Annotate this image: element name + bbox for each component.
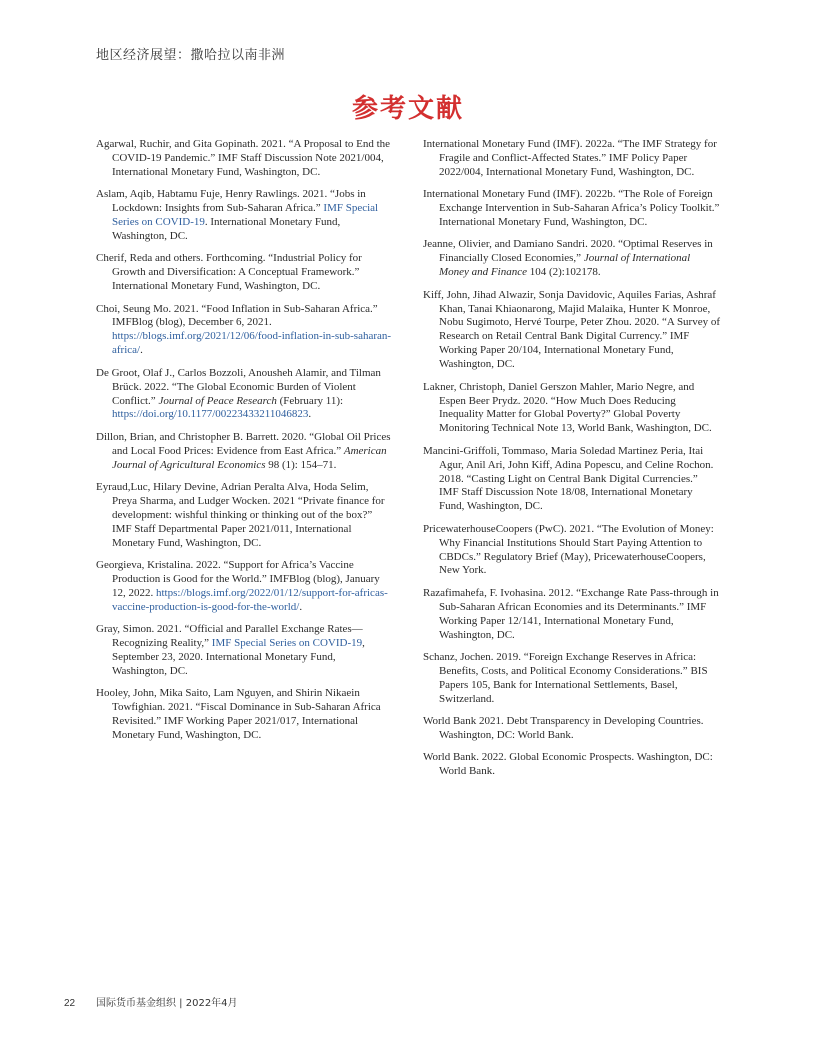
reference-entry	[423, 138, 720, 180]
reference-text: Choi, Seung Mo. 2021. “Food Inflation in Sub-Saharan Africa.” IMFBlog (blog), December 6, 2021.	[96, 302, 378, 329]
reference-text: International Monetary Fund (IMF). 2022a. “The IMF Strategy for Fragile and Conflict-Affected States.” IMF Policy Paper 2022/004, International Monetary Fund, Washington, DC.	[423, 138, 717, 178]
reference-text: .	[308, 408, 312, 421]
reference-entry	[423, 188, 720, 230]
reference-text: Lakner, Christoph, Daniel Gerszon Mahler, Mario Negre, and Espen Beer Prydz. 2020. “How Much Does Reducing Inequality Matter for Global Poverty?” Global Poverty Monitoring Technical Note 13, World Bank, Washington, DC.	[423, 380, 712, 435]
reference-entry	[96, 252, 392, 294]
journal-title: Journal of Peace Research	[158, 394, 277, 407]
reference-text: De Groot, Olaf J., Carlos Bozzoli, Anousheh Alamir, and Tilman Brück. 2022. “The Global Economic Burden of Violent Conflict.”	[96, 366, 381, 407]
references-left-column	[96, 138, 392, 751]
reference-text: Dillon, Brian, and Christopher B. Barrett. 2020. “Global Oil Prices and Local Food Prices: Evidence from East Africa.”	[96, 430, 391, 457]
reference-text: . International Monetary Fund, Washington, DC.	[112, 216, 341, 242]
reference-text: Aslam, Aqib, Habtamu Fuje, Henry Rawlings. 2021. “Jobs in Lockdown: Insights from Sub-Saharan Africa.”	[96, 188, 366, 215]
reference-entry	[96, 481, 392, 551]
references-right-column	[423, 138, 720, 788]
reference-entry	[423, 238, 720, 280]
reference-text: (February 11):	[276, 394, 344, 407]
reference-entry	[423, 651, 720, 707]
reference-entry	[96, 303, 392, 359]
reference-text: .	[299, 600, 303, 613]
reference-entry	[96, 559, 392, 615]
journal-title: Journal of International Money and Finance	[439, 252, 691, 279]
reference-text: 98 (1): 154–71.	[265, 458, 337, 471]
reference-text: World Bank 2021. Debt Transparency in Developing Countries. Washington, DC: World Bank.	[423, 715, 704, 742]
journal-title: American Journal of Agricultural Economics	[112, 444, 387, 471]
reference-link[interactable]: https://blogs.imf.org/2022/01/12/support-for-africas-vaccine-production-is-good-for-the-world/	[112, 586, 388, 613]
reference-entry	[96, 431, 392, 473]
reference-text: Jeanne, Olivier, and Damiano Sandri. 2020. “Optimal Reserves in Financially Closed Economies,”	[423, 238, 713, 265]
reference-text: PricewaterhouseCoopers (PwC). 2021. “The Evolution of Money: Why Financial Institutions Should Start Paying Attention to CBDCs.” Regulatory Brief (May), PricewaterhouseCoopers, New York.	[423, 522, 714, 577]
reference-link[interactable]: https://blogs.imf.org/2021/12/06/food-inflation-in-sub-saharan-africa/	[112, 330, 392, 357]
reference-entry	[96, 138, 392, 180]
reference-text: 104 (2):102178.	[526, 266, 601, 279]
reference-link[interactable]: https://doi.org/10.1177/00223433211046823	[112, 408, 309, 421]
reference-text: Kiff, John, Jihad Alwazir, Sonja Davidovic, Aquiles Farias, Ashraf Khan, Tanai Khiaonarong, Majid Malaika, Hunter K Monroe, Nobu Sugimoto, Hervé Tourpe, Peter Zhou. 2020. “A Survey of Research on Retail Central Bank Digital Currency.” IMF Working Paper 20/104, International Monetary Fund, Washington, DC.	[423, 288, 721, 371]
reference-link[interactable]: IMF Special Series on COVID-19	[211, 637, 363, 650]
reference-text: Agarwal, Ruchir, and Gita Gopinath. 2021. “A Proposal to End the COVID-19 Pandemic.” IMF Staff Discussion Note 2021/004, International Monetary Fund, Washington, DC.	[96, 138, 391, 178]
reference-text: Cherif, Reda and others. Forthcoming. “Industrial Policy for Growth and Diversification: A Conceptual Framework.” International Monetary Fund, Washington, DC.	[96, 252, 362, 293]
reference-text: , September 23, 2020. International Monetary Fund, Washington, DC.	[112, 637, 365, 677]
reference-link[interactable]: IMF Special Series on COVID-19	[112, 202, 379, 229]
reference-entry	[423, 381, 720, 437]
reference-entry	[423, 445, 720, 515]
footer-publisher: 国际货币基金组织 | 2022年4月	[96, 998, 238, 1009]
reference-entry	[96, 687, 392, 743]
reference-entry	[96, 188, 392, 244]
reference-entry	[423, 587, 720, 643]
page-title: 参考文献	[351, 94, 464, 124]
reference-text: Hooley, John, Mika Saito, Lam Nguyen, and Shirin Nikaein Towfighian. 2021. “Fiscal Dominance in Sub-Saharan Africa Revisited.” IMF Working Paper 2021/017, International Monetary Fund, Washington, DC.	[96, 687, 381, 742]
reference-text: World Bank. 2022. Global Economic Prospects. Washington, DC: World Bank.	[423, 751, 713, 778]
reference-entry	[423, 751, 720, 779]
reference-entry	[96, 623, 392, 679]
reference-text: International Monetary Fund (IMF). 2022b. “The Role of Foreign Exchange Intervention in Sub-Saharan Africa’s Policy Toolkit.” International Monetary Fund, Washington, DC.	[423, 188, 720, 229]
reference-text: Razafimahefa, F. Ivohasina. 2012. “Exchange Rate Pass-through in Sub-Saharan African Economies and its Determinants.” IMF Working Paper 12/141, International Monetary Fund, Washington, DC.	[423, 586, 719, 641]
page-footer	[64, 994, 238, 1009]
reference-text: Mancini-Griffoli, Tommaso, Maria Soledad Martinez Peria, Itai Agur, Anil Ari, John Kiff, Adina Popescu, and Celine Rochon. 2018. “Casting Light on Central Bank Digital Currencies.” IMF Staff Discussion Note 18/08, International Monetary Fund, Washington, DC.	[423, 444, 714, 513]
page-number: 22	[64, 998, 76, 1009]
reference-entry	[96, 367, 392, 423]
reference-text: .	[140, 344, 143, 357]
reference-text: Eyraud,Luc, Hilary Devine, Adrian Peralta Alva, Hoda Selim, Preya Sharma, and Ludger Wocken. 2021 “Private finance for development: wishful thinking or thinking out of the box?” IMF Staff Departmental Paper 2021/011, International Monetary Fund, Washington, DC.	[96, 481, 385, 549]
reference-entry	[423, 523, 720, 579]
reference-text: Schanz, Jochen. 2019. “Foreign Exchange Reserves in Africa: Benefits, Costs, and Political Economy Considerations.” BIS Papers 105, Bank for International Settlements, Basel, Switzerland.	[423, 651, 708, 705]
running-header: 地区经济展望：撒哈拉以南非洲	[96, 48, 286, 63]
reference-text: Georgieva, Kristalina. 2022. “Support for Africa’s Vaccine Production is Good for the World.” IMFBlog (blog), January 12, 2022.	[96, 559, 380, 599]
reference-entry	[423, 715, 720, 743]
reference-text: Gray, Simon. 2021. “Official and Parallel Exchange Rates—Recognizing Reality,”	[96, 623, 363, 650]
reference-entry	[423, 289, 720, 372]
